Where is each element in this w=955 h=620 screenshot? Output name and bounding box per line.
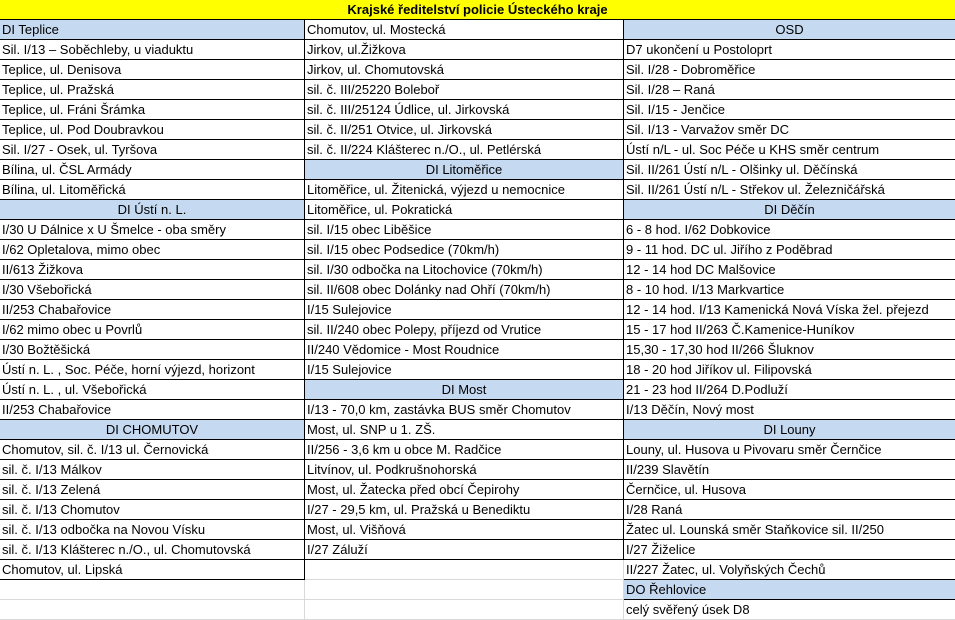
location-cell[interactable]: sil. č. I/13 odbočka na Novou Vísku [0, 520, 305, 540]
location-cell[interactable]: Sil. I/28 – Raná [624, 80, 955, 100]
location-cell[interactable]: 18 - 20 hod Jiříkov ul. Filipovská [624, 360, 955, 380]
location-cell[interactable]: I/15 Sulejovice [305, 360, 624, 380]
location-cell[interactable]: sil. č. II/224 Klášterec n./O., ul. Petlérská [305, 140, 624, 160]
section-header-cell[interactable]: DI Ústí n. L. [0, 200, 305, 220]
column-right [624, 20, 955, 620]
location-cell[interactable]: sil. I/15 obec Liběšice [305, 220, 624, 240]
section-header-cell[interactable]: DO Řehlovice [624, 580, 955, 600]
location-cell[interactable]: I/27 Žiželice [624, 540, 955, 560]
location-cell[interactable]: I/13 Děčín, Nový most [624, 400, 955, 420]
section-header-cell[interactable]: DI Most [305, 380, 624, 400]
location-cell[interactable]: sil. č. III/25124 Údlice, ul. Jirkovská [305, 100, 624, 120]
location-cell[interactable]: Sil. I/13 - Varvažov směr DC [624, 120, 955, 140]
location-cell[interactable]: Ústí n. L. , ul. Všebořická [0, 380, 305, 400]
location-cell[interactable]: 21 - 23 hod II/264 D.Podluží [624, 380, 955, 400]
location-cell[interactable]: Teplice, ul. Denisova [0, 60, 305, 80]
empty-cell[interactable] [305, 600, 624, 620]
location-cell[interactable]: Most, ul. Višňová [305, 520, 624, 540]
location-cell[interactable]: Sil. I/28 - Dobroměřice [624, 60, 955, 80]
location-cell[interactable]: Litoměřice, ul. Žitenická, výjezd u nemocnice [305, 180, 624, 200]
location-cell[interactable]: sil. č. I/13 Málkov [0, 460, 305, 480]
location-cell[interactable]: Chomutov, ul. Lipská [0, 560, 305, 580]
location-cell[interactable]: Sil. I/27 - Osek, ul. Tyršova [0, 140, 305, 160]
location-cell[interactable]: Jirkov, ul.Žižkova [305, 40, 624, 60]
location-cell[interactable]: II/227 Žatec, ul. Volyňských Čechů [624, 560, 955, 580]
location-cell[interactable]: I/30 Božtěšická [0, 340, 305, 360]
location-cell[interactable]: Jirkov, ul. Chomutovská [305, 60, 624, 80]
location-cell[interactable]: Sil. I/15 - Jenčice [624, 100, 955, 120]
empty-cell[interactable] [305, 560, 624, 580]
column-left [0, 20, 305, 620]
section-header-cell[interactable]: OSD [624, 20, 955, 40]
location-cell[interactable]: sil. I/30 odbočka na Litochovice (70km/h) [305, 260, 624, 280]
location-cell[interactable]: Teplice, ul. Pod Doubravkou [0, 120, 305, 140]
location-cell[interactable]: Chomutov, ul. Mostecká [305, 20, 624, 40]
location-cell[interactable]: Bílina, ul. ČSL Armády [0, 160, 305, 180]
section-header-cell[interactable]: DI CHOMUTOV [0, 420, 305, 440]
location-cell[interactable]: Sil. II/261 Ústí n/L - Střekov ul. Železničářská [624, 180, 955, 200]
location-cell[interactable]: Most, ul. Žatecka před obcí Čepirohy [305, 480, 624, 500]
section-header-cell[interactable]: DI Litoměřice [305, 160, 624, 180]
location-cell[interactable]: Litvínov, ul. Podkrušnohorská [305, 460, 624, 480]
location-cell[interactable]: I/27 - 29,5 km, ul. Pražská u Benediktu [305, 500, 624, 520]
location-cell[interactable]: Černčice, ul. Husova [624, 480, 955, 500]
location-cell[interactable]: Sil. I/13 – Soběchleby, u viaduktu [0, 40, 305, 60]
location-cell[interactable]: II/239 Slavětín [624, 460, 955, 480]
location-cell[interactable]: I/15 Sulejovice [305, 300, 624, 320]
location-cell[interactable]: I/27 Záluží [305, 540, 624, 560]
column-middle [305, 20, 624, 620]
sheet-title[interactable]: Krajské ředitelství policie Ústeckého kraje [0, 0, 955, 20]
location-cell[interactable]: Bílina, ul. Litoměřická [0, 180, 305, 200]
location-cell[interactable]: sil. č. II/251 Otvice, ul. Jirkovská [305, 120, 624, 140]
location-cell[interactable]: celý svěřený úsek D8 [624, 600, 955, 620]
location-cell[interactable]: D7 ukončení u Postoloprt [624, 40, 955, 60]
location-cell[interactable]: II/256 - 3,6 km u obce M. Radčice [305, 440, 624, 460]
location-cell[interactable]: sil. č. I/13 Chomutov [0, 500, 305, 520]
location-cell[interactable]: II/253 Chabařovice [0, 300, 305, 320]
location-cell[interactable]: Teplice, ul. Fráni Šrámka [0, 100, 305, 120]
location-cell[interactable]: II/253 Chabařovice [0, 400, 305, 420]
location-cell[interactable]: I/62 mimo obec u Povrlů [0, 320, 305, 340]
empty-cell[interactable] [0, 580, 305, 600]
location-cell[interactable]: Teplice, ul. Pražská [0, 80, 305, 100]
location-cell[interactable]: 6 - 8 hod. I/62 Dobkovice [624, 220, 955, 240]
section-header-cell[interactable]: DI Teplice [0, 20, 305, 40]
location-cell[interactable]: Žatec ul. Lounská směr Staňkovice sil. II/250 [624, 520, 955, 540]
location-cell[interactable]: Most, ul. SNP u 1. ZŠ. [305, 420, 624, 440]
location-cell[interactable]: sil. č. I/13 Zelená [0, 480, 305, 500]
location-cell[interactable]: II/240 Vědomice - Most Roudnice [305, 340, 624, 360]
location-cell[interactable]: sil. II/240 obec Polepy, příjezd od Vrutice [305, 320, 624, 340]
location-cell[interactable]: I/13 - 70,0 km, zastávka BUS směr Chomutov [305, 400, 624, 420]
location-cell[interactable]: sil. č. I/13 Klášterec n./O., ul. Chomutovská [0, 540, 305, 560]
location-cell[interactable]: Ústí n/L - ul. Soc Péče u KHS směr centrum [624, 140, 955, 160]
location-cell[interactable]: 15 - 17 hod II/263 Č.Kamenice-Huníkov [624, 320, 955, 340]
section-header-cell[interactable]: DI Děčín [624, 200, 955, 220]
location-cell[interactable]: Ústí n. L. , Soc. Péče, horní výjezd, horizont [0, 360, 305, 380]
location-cell[interactable]: I/62 Opletalova, mimo obec [0, 240, 305, 260]
location-cell[interactable]: sil. č. III/25220 Boleboř [305, 80, 624, 100]
location-cell[interactable]: 8 - 10 hod. I/13 Markvartice [624, 280, 955, 300]
location-cell[interactable]: sil. II/608 obec Dolánky nad Ohří (70km/h) [305, 280, 624, 300]
location-cell[interactable]: I/30 Všebořická [0, 280, 305, 300]
empty-cell[interactable] [305, 580, 624, 600]
empty-cell[interactable] [0, 600, 305, 620]
location-cell[interactable]: I/30 U Dálnice x U Šmelce - oba směry [0, 220, 305, 240]
location-cell[interactable]: Litoměřice, ul. Pokratická [305, 200, 624, 220]
location-cell[interactable]: Louny, ul. Husova u Pivovaru směr Černčice [624, 440, 955, 460]
location-cell[interactable]: 9 - 11 hod. DC ul. Jiřího z Poděbrad [624, 240, 955, 260]
location-cell[interactable]: Chomutov, sil. č. I/13 ul. Černovická [0, 440, 305, 460]
location-cell[interactable]: 12 - 14 hod. I/13 Kamenická Nová Víska žel. přejezd [624, 300, 955, 320]
location-cell[interactable]: sil. I/15 obec Podsedice (70km/h) [305, 240, 624, 260]
location-cell[interactable]: II/613 Žižkova [0, 260, 305, 280]
location-cell[interactable]: 12 - 14 hod DC Malšovice [624, 260, 955, 280]
location-cell[interactable]: I/28 Raná [624, 500, 955, 520]
location-cell[interactable]: Sil. II/261 Ústí n/L - Olšinky ul. Děčínská [624, 160, 955, 180]
section-header-cell[interactable]: DI Louny [624, 420, 955, 440]
location-cell[interactable]: 15,30 - 17,30 hod II/266 Šluknov [624, 340, 955, 360]
